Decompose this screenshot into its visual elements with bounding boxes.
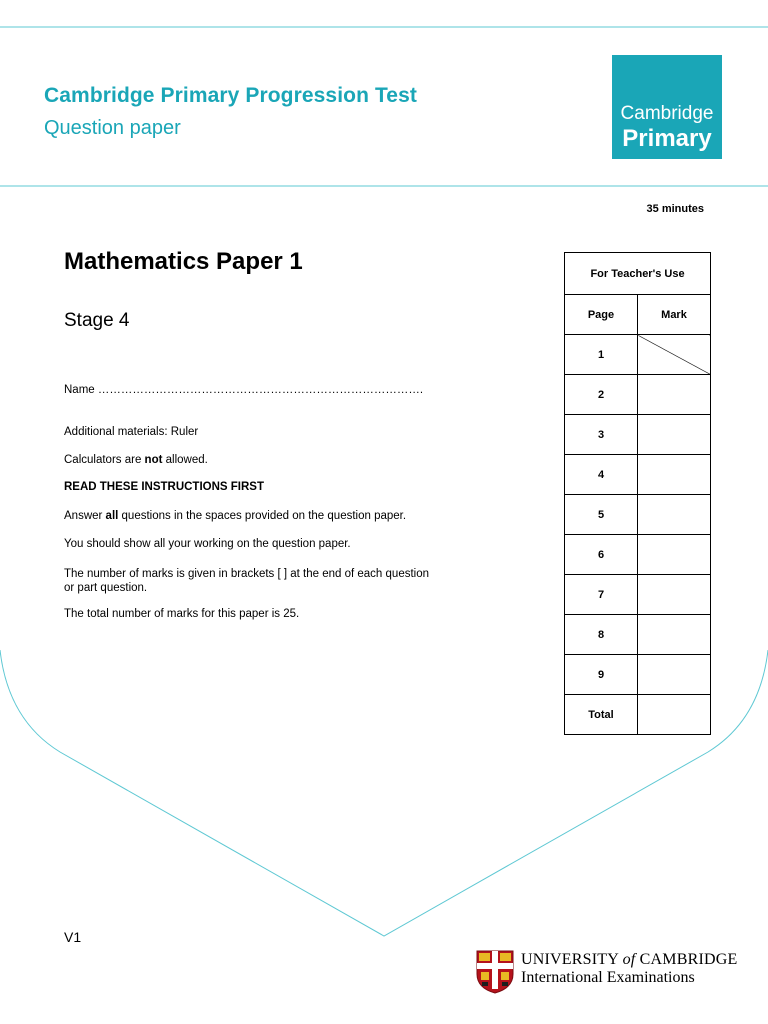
marks-info bbox=[64, 567, 429, 595]
teacher-table-row bbox=[565, 655, 711, 695]
page-number-cell: 2 bbox=[565, 375, 638, 415]
mark-cell[interactable] bbox=[638, 455, 711, 495]
total-label-cell: Total bbox=[565, 695, 638, 735]
teacher-table-total-row bbox=[565, 695, 711, 735]
exam-duration: 35 minutes bbox=[646, 203, 704, 215]
logo-text-primary: Primary bbox=[622, 125, 712, 152]
uni-word-cambridge: CAMBRIDGE bbox=[639, 951, 738, 968]
mark-cell[interactable] bbox=[638, 615, 711, 655]
stage-label: Stage 4 bbox=[64, 310, 130, 331]
marks-info-line2: or part question. bbox=[64, 582, 148, 594]
total-marks-info: The total number of marks for this paper is 25. bbox=[64, 608, 300, 620]
additional-materials: Additional materials: Ruler bbox=[64, 426, 199, 438]
name-field-line: Name …………………………………………………………………………. bbox=[64, 384, 424, 396]
page-number-cell: 5 bbox=[565, 495, 638, 535]
answer-text-emphasis: all bbox=[105, 510, 119, 522]
calculator-policy bbox=[64, 454, 208, 466]
instructions-heading: READ THESE INSTRUCTIONS FIRST bbox=[64, 481, 264, 493]
show-working-instruction: You should show all your working on the question paper. bbox=[64, 538, 351, 550]
teacher-table-row bbox=[565, 495, 711, 535]
teacher-table-row bbox=[565, 375, 711, 415]
page-number-cell: 3 bbox=[565, 415, 638, 455]
cambridge-primary-logo bbox=[612, 55, 722, 159]
column-header-mark: Mark bbox=[638, 295, 711, 335]
page-number-cell: 7 bbox=[565, 575, 638, 615]
teacher-table-row bbox=[565, 575, 711, 615]
mark-cell[interactable] bbox=[638, 415, 711, 455]
series-title: Cambridge Primary Progression Test bbox=[44, 84, 417, 107]
calculator-text-after: allowed. bbox=[162, 454, 208, 466]
teacher-table-row bbox=[565, 455, 711, 495]
teacher-table-row bbox=[565, 335, 711, 375]
uni-word-university: UNIVERSITY bbox=[521, 951, 619, 968]
page-number-cell: 6 bbox=[565, 535, 638, 575]
mark-cell[interactable] bbox=[638, 575, 711, 615]
teacher-table-row bbox=[565, 415, 711, 455]
mark-cell-crossed bbox=[638, 335, 711, 375]
answer-text-after: questions in the spaces provided on the question paper. bbox=[118, 510, 407, 522]
teacher-table-heading-row bbox=[565, 253, 711, 295]
teacher-table-row bbox=[565, 615, 711, 655]
teacher-table-heading: For Teacher's Use bbox=[565, 253, 711, 295]
answer-all-instruction bbox=[64, 510, 406, 522]
teacher-table-column-row bbox=[565, 295, 711, 335]
university-name bbox=[521, 951, 737, 969]
uni-word-of: of bbox=[622, 951, 636, 968]
mark-cell[interactable] bbox=[638, 655, 711, 695]
column-header-page: Page bbox=[565, 295, 638, 335]
paper-title: Mathematics Paper 1 bbox=[64, 248, 303, 275]
mark-cell[interactable] bbox=[638, 375, 711, 415]
answer-text-before: Answer bbox=[64, 510, 106, 522]
page-number-cell: 8 bbox=[565, 615, 638, 655]
examination-board-name: International Examinations bbox=[521, 969, 695, 986]
mark-cell[interactable] bbox=[638, 495, 711, 535]
total-mark-cell[interactable] bbox=[638, 695, 711, 735]
teacher-use-table bbox=[564, 252, 711, 735]
marks-info-line1: The number of marks is given in brackets [ ] at the end of each question bbox=[64, 568, 430, 580]
page-number-cell: 9 bbox=[565, 655, 638, 695]
logo-text-cambridge: Cambridge bbox=[620, 103, 714, 124]
mark-cell[interactable] bbox=[638, 535, 711, 575]
page-number-cell: 4 bbox=[565, 455, 638, 495]
teacher-table-row bbox=[565, 535, 711, 575]
page-number-cell: 1 bbox=[565, 335, 638, 375]
university-crest-icon bbox=[476, 950, 514, 994]
paper-type: Question paper bbox=[44, 117, 181, 139]
calculator-text-emphasis: not bbox=[144, 454, 163, 466]
calculator-text-before: Calculators are bbox=[64, 454, 145, 466]
version-label: V1 bbox=[64, 929, 82, 945]
